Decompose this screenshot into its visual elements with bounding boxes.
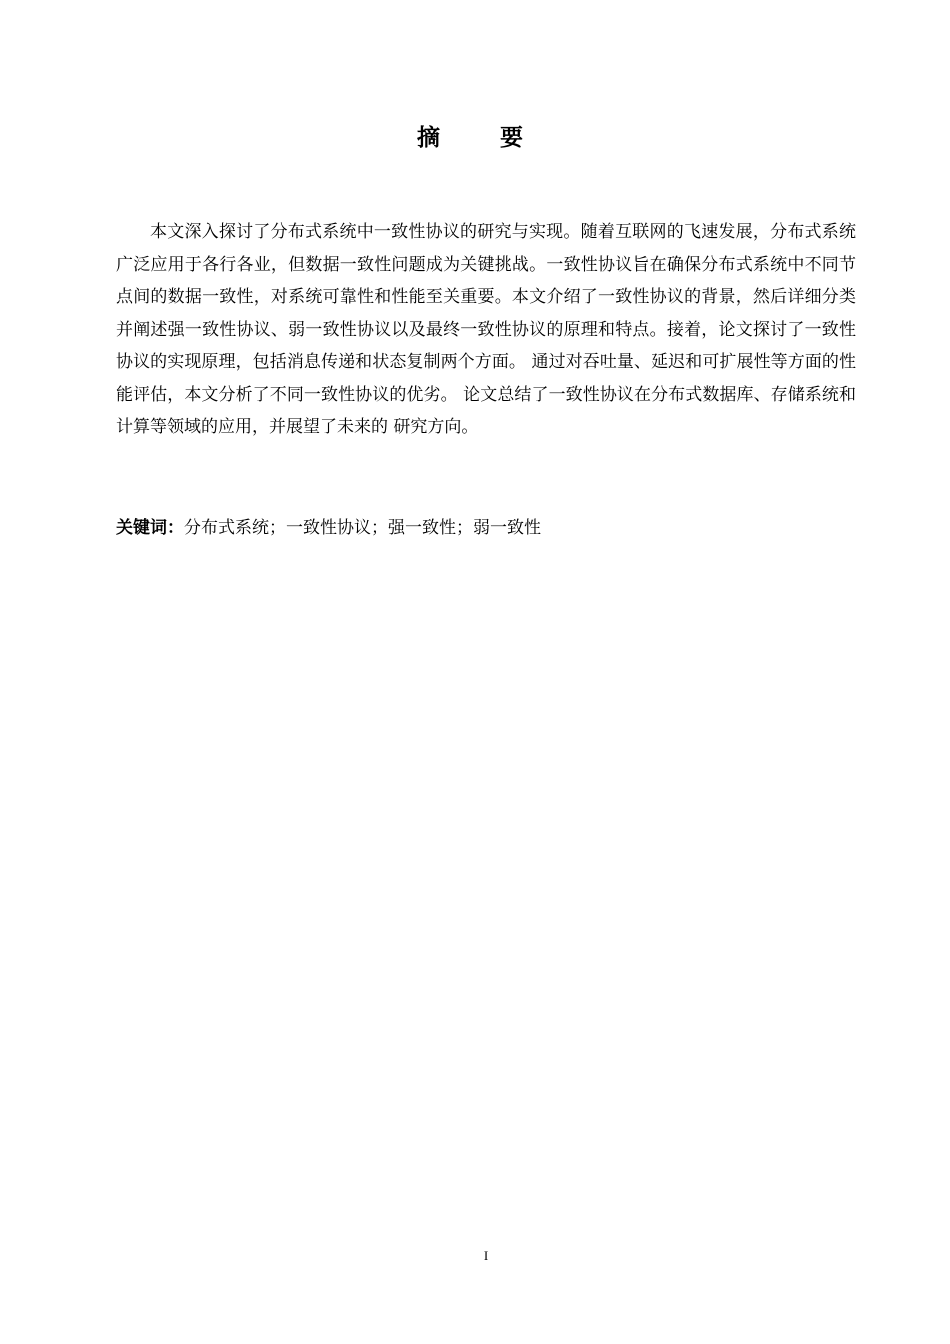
page-title: 摘 要: [416, 125, 549, 151]
keywords-line: [116, 513, 856, 543]
keywords-value: 分布式系统；一致性协议；强一致性；弱一致性: [184, 518, 541, 538]
keywords-label: 关键词：: [116, 518, 184, 538]
page-number: I: [483, 1248, 489, 1263]
abstract-paragraph: 本文深入探讨了分布式系统中一致性协议的研究与实现。随着互联网的飞速发展，分布式系统广泛应用于各行各业，但数据一致性问题成为关键挑战。一致性协议旨在确保分布式系统中不同节点间的数据一致性，对系统可靠性和性能至关重要。本文介绍了一致性协议的背景，然后详细分类并阐述强一致性协议、弱一致性协议以及最终一致性协议的原理和特点。接着，论文探讨了一致性协议的实现原理，包括消息传递和状态复制两个方面。 通过对吞吐量、延迟和可扩展性等方面的性能评估，本文分析了不同一致性协议的优劣。 论文总结了一致性协议在分布式数据库、存储系统和计算等领域的应用，并展望了未来的 研究方向。: [116, 222, 856, 437]
